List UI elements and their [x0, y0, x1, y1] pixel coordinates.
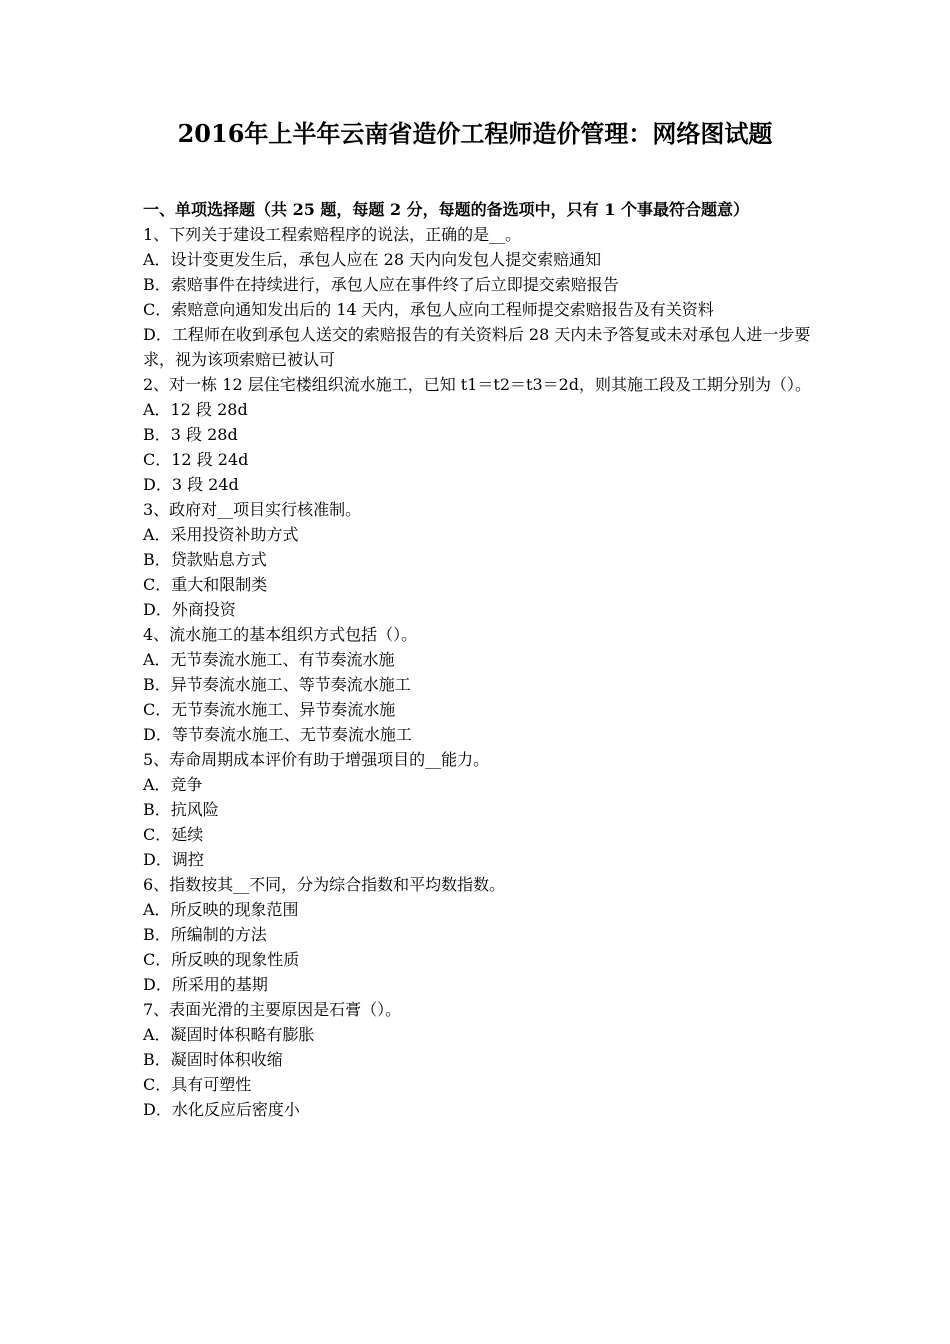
option-d: D．外商投资	[143, 600, 236, 619]
document-title: 2016年上半年云南省造价工程师造价管理：网络图试题	[177, 119, 773, 148]
question-1	[143, 222, 813, 372]
option-a: A．设计变更发生后，承包人应在 28 天内向发包人提交索赔通知	[143, 250, 602, 269]
question-4	[143, 622, 813, 747]
option-b: B．3 段 28d	[143, 425, 238, 444]
question-stem: 2、对一栋 12 层住宅楼组织流水施工，已知 t1＝t2＝t3＝2d，则其施工段及工期分别为（）。	[143, 375, 812, 394]
question-6	[143, 872, 813, 997]
option-c: C．具有可塑性	[143, 1075, 252, 1094]
option-a: A．所反映的现象范围	[143, 900, 299, 919]
question-stem: 5、寿命周期成本评价有助于增强项目的__能力。	[143, 750, 490, 769]
document-body	[143, 197, 813, 1122]
option-b: B．凝固时体积收缩	[143, 1050, 283, 1069]
option-d: D．等节奏流水施工、无节奏流水施工	[143, 725, 412, 744]
option-d: D．3 段 24d	[143, 475, 239, 494]
option-d: D．工程师在收到承包人送交的索赔报告的有关资料后 28 天内未予答复或未对承包人进一步要求，视为该项索赔已被认可	[143, 325, 811, 369]
option-c: C．延续	[143, 825, 204, 844]
option-a: A．竞争	[143, 775, 203, 794]
question-3	[143, 497, 813, 622]
question-stem: 1、下列关于建设工程索赔程序的说法，正确的是__。	[143, 225, 522, 244]
option-c: C．重大和限制类	[143, 575, 268, 594]
option-b: B．索赔事件在持续进行，承包人应在事件终了后立即提交索赔报告	[143, 275, 619, 294]
option-a: A．12 段 28d	[143, 400, 248, 419]
option-b: B．异节奏流水施工、等节奏流水施工	[143, 675, 411, 694]
question-stem: 3、政府对__项目实行核准制。	[143, 500, 362, 519]
option-d: D．调控	[143, 850, 204, 869]
question-stem: 6、指数按其__不同，分为综合指数和平均数指数。	[143, 875, 506, 894]
option-c: C．所反映的现象性质	[143, 950, 300, 969]
question-5	[143, 747, 813, 872]
option-d: D．所采用的基期	[143, 975, 268, 994]
option-b: B．抗风险	[143, 800, 219, 819]
question-2	[143, 372, 813, 497]
question-7	[143, 997, 813, 1122]
option-d: D．水化反应后密度小	[143, 1100, 300, 1119]
option-c: C．无节奏流水施工、异节奏流水施	[143, 700, 396, 719]
option-b: B．贷款贴息方式	[143, 550, 267, 569]
option-b: B．所编制的方法	[143, 925, 267, 944]
option-c: C．12 段 24d	[143, 450, 249, 469]
question-stem: 7、表面光滑的主要原因是石膏（）。	[143, 1000, 402, 1019]
option-a: A．采用投资补助方式	[143, 525, 299, 544]
question-stem: 4、流水施工的基本组织方式包括（）。	[143, 625, 418, 644]
section-heading: 一、单项选择题（共 25 题，每题 2 分，每题的备选项中，只有 1 个事最符合题意）	[143, 200, 749, 219]
option-a: A．无节奏流水施工、有节奏流水施	[143, 650, 395, 669]
option-c: C．索赔意向通知发出后的 14 天内，承包人应向工程师提交索赔报告及有关资料	[143, 300, 714, 319]
option-a: A．凝固时体积略有膨胀	[143, 1025, 315, 1044]
